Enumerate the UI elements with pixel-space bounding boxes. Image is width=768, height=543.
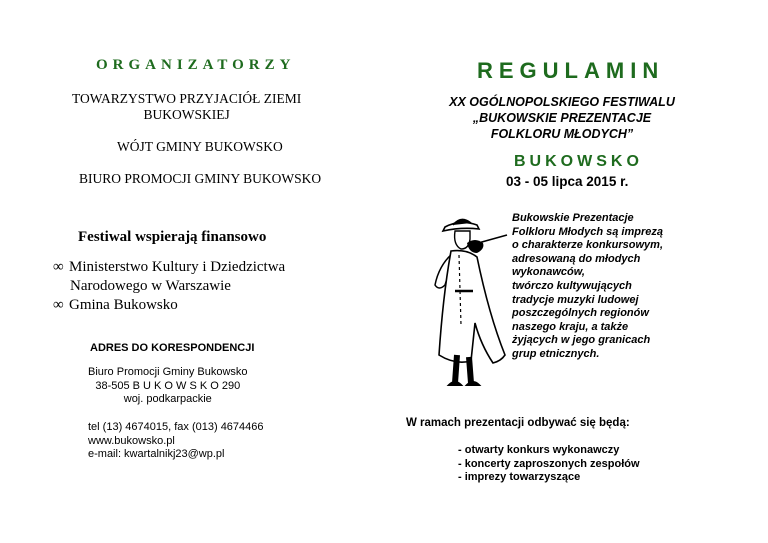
address-line: Biuro Promocji Gminy Bukowsko bbox=[88, 366, 248, 378]
description-line: wykonawców, bbox=[512, 266, 585, 279]
contact-website-link[interactable]: www.bukowsko.pl bbox=[88, 434, 175, 447]
place-name: BUKOWSKO bbox=[514, 153, 643, 170]
festival-dates: 03 - 05 lipca 2015 r. bbox=[506, 174, 629, 189]
description-line: grup etnicznych. bbox=[512, 347, 600, 360]
organizer-society-line1: TOWARZYSTWO PRZYJACIÓŁ ZIEMI bbox=[72, 91, 302, 106]
organizer-society bbox=[72, 91, 301, 123]
program-item: - otwarty konkurs wykonawczy bbox=[458, 444, 620, 456]
supporter-label: Gmina Bukowsko bbox=[69, 297, 178, 313]
festival-subtitle bbox=[412, 94, 712, 142]
festival-description bbox=[512, 212, 663, 362]
supporter-item bbox=[53, 258, 285, 277]
address-line: woj. podkarpackie bbox=[123, 393, 212, 405]
description-line: twórczo kultywujących bbox=[512, 279, 632, 292]
address-line: 38-505 B U K O W S K O 290 bbox=[95, 379, 241, 392]
subtitle-line: FOLKLORU MŁODYCH” bbox=[490, 127, 634, 141]
address-heading: ADRES DO KORESPONDENCJI bbox=[90, 342, 255, 354]
page-title: REGULAMIN bbox=[477, 58, 665, 83]
description-line: o charakterze konkursowym, bbox=[512, 239, 664, 252]
organizer-society-line2: BUKOWSKIEJ bbox=[143, 107, 230, 122]
program-heading: W ramach prezentacji odbywać się będą: bbox=[406, 417, 630, 429]
program-item: - imprezy towarzyszące bbox=[458, 471, 581, 484]
subtitle-line: XX OGÓLNOPOLSKIEGO FESTIWALU bbox=[449, 95, 675, 109]
description-line: poszczególnych regionów bbox=[512, 307, 649, 320]
supporter-label: Ministerstwo Kultury i Dziedzictwa bbox=[69, 259, 286, 275]
contact-phone: tel (13) 4674015, fax (013) 4674466 bbox=[88, 421, 264, 433]
supporter-item bbox=[53, 296, 285, 315]
description-line: adresowaną do młodych bbox=[512, 252, 641, 265]
program-list bbox=[458, 444, 640, 485]
organizer-mayor: WÓJT GMINY BUKOWSKO bbox=[117, 139, 283, 154]
organizer-promotion-office: BIURO PROMOCJI GMINY BUKOWSKO bbox=[79, 171, 322, 186]
support-heading: Festiwal wspierają finansowo bbox=[78, 229, 267, 245]
fiddler-illustration bbox=[415, 205, 515, 405]
description-line: tradycje muzyki ludowej bbox=[512, 293, 639, 306]
infinity-bullet-icon: ∞ bbox=[53, 259, 64, 275]
supporter-item-continuation: Narodowego w Warszawie bbox=[70, 278, 231, 294]
subtitle-line: „BUKOWSKIE PREZENTACJE bbox=[472, 111, 652, 125]
description-line: żyjących w jego granicach bbox=[512, 334, 651, 347]
description-line: Bukowskie Prezentacje bbox=[512, 212, 634, 224]
contact-email-link[interactable]: e-mail: kwartalnikj23@wp.pl bbox=[88, 448, 225, 460]
program-item: - koncerty zaproszonych zespołów bbox=[458, 457, 640, 470]
infinity-bullet-icon: ∞ bbox=[53, 297, 64, 313]
description-line: Folkloru Młodych są imprezą bbox=[512, 225, 663, 238]
supporters-list bbox=[53, 258, 285, 315]
contact-block bbox=[88, 421, 264, 462]
organizers-heading: ORGANIZATORZY bbox=[96, 57, 296, 73]
address-block bbox=[88, 366, 248, 407]
description-line: naszego kraju, a także bbox=[512, 320, 629, 333]
